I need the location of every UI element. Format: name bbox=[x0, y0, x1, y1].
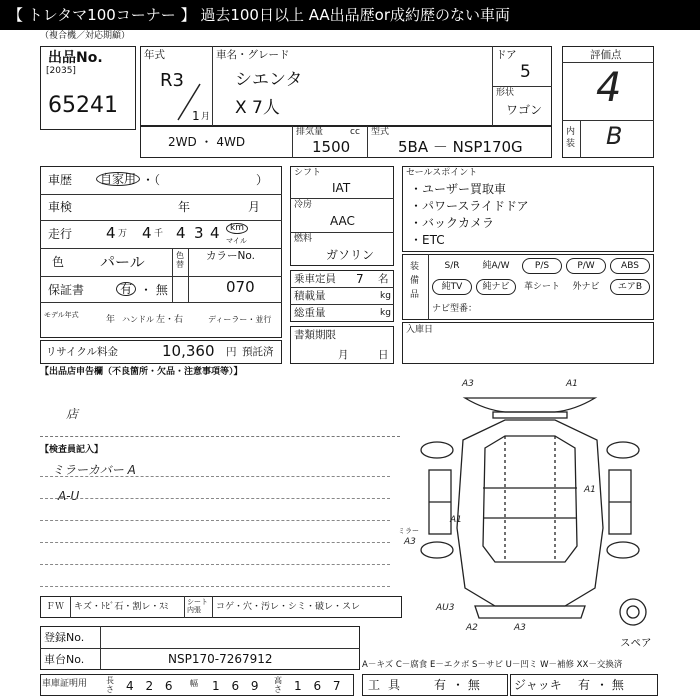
colorno-value: 070 bbox=[226, 278, 255, 296]
mark-a1-top: A1 bbox=[566, 379, 578, 389]
score-value: 4 bbox=[596, 65, 622, 111]
arrival-box bbox=[402, 322, 654, 364]
lot-label: 出品No. bbox=[48, 50, 103, 66]
mileage-label: 走行 bbox=[48, 227, 73, 241]
interior-label: 内装 bbox=[566, 127, 576, 149]
model-year-handle: ハンドル bbox=[122, 315, 154, 324]
mark-a1-left: A1 bbox=[450, 515, 462, 525]
equipment-item: 外ナビ bbox=[572, 282, 600, 292]
sales-point-2: ・パワースライドドア bbox=[410, 199, 529, 213]
model-label: 車名・グレード bbox=[216, 49, 290, 61]
seller-notes-hw: 店 bbox=[66, 407, 79, 421]
mileage-d5: 4 bbox=[210, 224, 220, 242]
condition-items: キズ・ﾄﾋﾞ石・割レ・ｽﾐ bbox=[74, 602, 169, 612]
sales-point-1: ・ユーザー買取車 bbox=[410, 182, 507, 196]
mileage-d4: 3 bbox=[194, 224, 204, 242]
history-rest: ・（ ） bbox=[142, 173, 269, 187]
fuel-label: 燃料 bbox=[294, 234, 313, 244]
aircon-label: 冷房 bbox=[294, 200, 313, 210]
mileage-sen-unit: 千 bbox=[154, 229, 164, 239]
equipment-item: 純TV bbox=[432, 279, 472, 295]
chassis-value: NSP170-7267912 bbox=[168, 652, 273, 666]
type-value: 5BA － NSP170G bbox=[398, 138, 523, 156]
inspector-line-2: A-U bbox=[58, 489, 80, 503]
jack-label: ジャッキ bbox=[514, 678, 562, 692]
dims-label: 車庫証明用 bbox=[42, 679, 88, 689]
recycle-value: 10,360 bbox=[162, 342, 215, 360]
doc-deadline-day: 日 bbox=[378, 349, 389, 361]
shape-label: 形状 bbox=[496, 88, 515, 98]
load-unit: kg bbox=[380, 291, 391, 301]
equipment-label: 装備品 bbox=[410, 262, 420, 300]
year-era: R3 bbox=[160, 70, 184, 91]
displacement-unit: cc bbox=[350, 127, 360, 137]
shaken-month: 月 bbox=[248, 200, 261, 214]
model-year-lr: 左・右 bbox=[156, 315, 184, 325]
type-label: 型式 bbox=[371, 127, 390, 137]
recycle-unit: 円 bbox=[226, 346, 237, 358]
warranty-no: ・ 無 bbox=[140, 283, 168, 297]
dims-w: 1 6 9 bbox=[212, 679, 263, 693]
capacity-unit: 名 bbox=[378, 273, 389, 285]
dims-l-label: 長さ bbox=[106, 676, 114, 694]
jack-no: ・ 無 bbox=[596, 678, 624, 692]
equipment-item: エアB bbox=[610, 279, 650, 295]
displacement-value: 1500 bbox=[312, 138, 351, 156]
model-name: シエンタ bbox=[235, 70, 303, 90]
chassis-label: 車台No. bbox=[44, 653, 85, 666]
interior-value: B bbox=[606, 122, 623, 150]
color-change-label: 色替 bbox=[176, 251, 184, 269]
inspector-label: 【検査員記入】 bbox=[40, 445, 104, 455]
capacity-value: 7 bbox=[356, 272, 364, 286]
equipment-item: 純A/W bbox=[482, 261, 510, 271]
year-label: 年式 bbox=[144, 49, 165, 61]
mileage-sen: 4 bbox=[142, 224, 152, 242]
mark-spare: スペア bbox=[620, 637, 652, 649]
mileage-man: 4 bbox=[106, 224, 116, 242]
tools-label: 工具 bbox=[368, 678, 409, 692]
seller-notes-label: 【出品店申告欄（不良箇所・欠品・注意事項等）】 bbox=[40, 367, 243, 377]
mark-a1-side: A1 bbox=[584, 485, 596, 495]
warranty-label: 保証書 bbox=[48, 283, 85, 297]
color-value: パール bbox=[100, 253, 145, 271]
condition-label: ＦＷ bbox=[46, 602, 65, 612]
mark-au: AU3 bbox=[436, 603, 455, 613]
inspector-line-1: ミラーカバー A bbox=[52, 463, 136, 477]
seat-label: シート内張 bbox=[187, 598, 208, 614]
banner: 【 トレタマ100コーナー 】 過去100日以上 AA出品歴or成約歴のない車両 bbox=[0, 0, 700, 30]
mark-a3-top: A3 bbox=[462, 379, 474, 389]
history-value: 自家用 bbox=[96, 172, 140, 186]
arrival-label: 入庫日 bbox=[406, 325, 434, 335]
equipment-item: P/S bbox=[522, 258, 562, 274]
tools-yes: 有 bbox=[434, 678, 447, 692]
dims-h: 1 6 7 bbox=[294, 679, 345, 693]
load-label: 積載量 bbox=[294, 290, 326, 302]
car-diagram bbox=[405, 378, 665, 638]
shaken-year: 年 bbox=[178, 200, 191, 214]
weight-unit: kg bbox=[380, 308, 391, 318]
equipment-item: 革シート bbox=[523, 282, 560, 292]
equipment-item: ABS bbox=[610, 258, 650, 274]
doc-deadline-label: 書類期限 bbox=[294, 329, 336, 341]
shift-label: シフト bbox=[294, 168, 322, 178]
mark-mirror: ミラー bbox=[398, 527, 419, 535]
doors-value: 5 bbox=[520, 62, 531, 82]
doors-label: ドア bbox=[496, 49, 517, 61]
color-label: 色 bbox=[52, 255, 65, 269]
sales-point-3: ・バックカメラ bbox=[410, 216, 495, 230]
mileage-man-unit: 万 bbox=[118, 229, 128, 239]
jack-yes: 有 bbox=[578, 678, 591, 692]
mileage-d3: 4 bbox=[176, 224, 186, 242]
navi-label: ナビ型番： bbox=[432, 304, 478, 314]
year-month: 1 bbox=[192, 109, 200, 123]
drive-value: 2WD ・ 4WD bbox=[168, 135, 246, 149]
seat-items: コゲ・穴・汚レ・シミ・破レ・スレ bbox=[216, 602, 361, 612]
legend: A－キズ C－腐食 E－エクボ S－サビ U－凹ミ W－補修 XX－交換済 bbox=[362, 660, 623, 670]
aircon-value: AAC bbox=[330, 214, 355, 228]
doc-deadline-month: 月 bbox=[338, 349, 349, 361]
dims-h-label: 高さ bbox=[274, 676, 282, 694]
lot-sub: [2035] bbox=[46, 66, 76, 76]
mileage-unit2: マイル bbox=[226, 237, 247, 245]
weight-label: 総重量 bbox=[294, 307, 326, 319]
dims-w-label: 幅 bbox=[190, 679, 198, 688]
shape-value: ワゴン bbox=[506, 103, 543, 117]
displacement-label: 排気量 bbox=[296, 127, 324, 137]
model-year-dealer: ディーラー・並行 bbox=[208, 315, 272, 324]
registration-label: 登録No. bbox=[44, 631, 85, 644]
capacity-label: 乗車定員 bbox=[294, 273, 336, 285]
mark-a3-left: A3 bbox=[404, 537, 416, 547]
mark-a3-bottom: A3 bbox=[514, 623, 526, 633]
mark-a2: A2 bbox=[466, 623, 478, 633]
warranty-yes: 有 bbox=[116, 282, 136, 296]
sales-point-4: ・ETC bbox=[410, 233, 445, 247]
lot-number: 65241 bbox=[48, 93, 118, 118]
colorno-label: カラーNo. bbox=[206, 250, 255, 262]
fuel-value: ガソリン bbox=[326, 248, 375, 262]
equipment-item: S/R bbox=[444, 261, 460, 271]
tools-no: ・ 無 bbox=[452, 678, 480, 692]
shaken-label: 車検 bbox=[48, 200, 73, 214]
equipment-item: P/W bbox=[566, 258, 606, 274]
model-grade: X 7人 bbox=[235, 98, 280, 118]
equipment-item: 純ナビ bbox=[476, 279, 516, 295]
recycle-note: 預託済 bbox=[242, 346, 274, 358]
model-year-label: モデル年式 bbox=[44, 311, 79, 319]
history-label: 車歴 bbox=[48, 173, 73, 187]
mileage-unit: km bbox=[226, 223, 248, 234]
header-note: （複合機／対応期顧） bbox=[40, 31, 131, 41]
score-label: 評価点 bbox=[590, 49, 622, 61]
shift-value: IAT bbox=[332, 181, 351, 195]
recycle-label: リサイクル料金 bbox=[46, 346, 119, 358]
year-month-unit: 月 bbox=[201, 112, 211, 122]
model-year-year: 年 bbox=[106, 315, 116, 325]
dims-l: 4 2 6 bbox=[126, 679, 177, 693]
sales-points-label: セールスポイント bbox=[406, 168, 478, 178]
